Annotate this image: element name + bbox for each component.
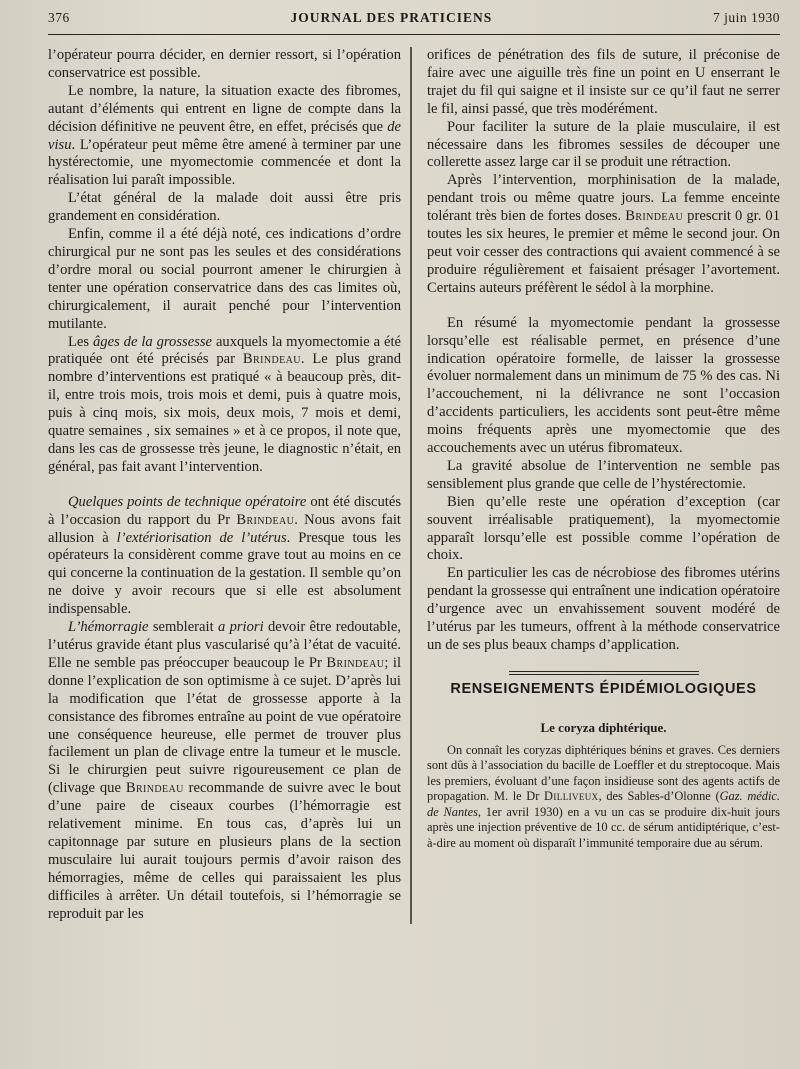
- paragraph: En résumé la myomectomie pendant la grossesse lorsqu’elle est réalisable permet, en présence d’une indication opératoire formelle, de laisser la grossesse évoluer normalement dans un minimum de 75 % des cas. Ni l’accouchement, ni la délivrance ne sont l’occasion d’accidents particuliers, les accidents sont peut-être même moins fréquents après une myomectomie que des accouchements avec un utérus fibromateux.: [427, 314, 780, 457]
- issue-date: 7 juin 1930: [712, 10, 780, 25]
- running-head: [48, 10, 780, 35]
- paragraph: L’hémorragie semblerait a priori devoir être redoutable, l’utérus gravide étant plus vascularisé qu’à l’état de vacuité. Elle ne semble pas préoccuper beaucoup le Pr Brindeau; il donne l’explication de son optimisme à ce sujet. D’après lui la modification que l’état de grossesse apporte à la consistance des fibromes entraîne au point de vue opératoire une conséquence heureuse, elle permet de trouver plus facilement un plan de clivage entre la tumeur et le muscle. Si le chirurgien peut suivre rigoureusement ce plan de (clivage que Brindeau recommande de suivre avec le bout d’une paire de ciseaux courbes (l’hémorragie est relativement minime. En tous cas, d’après lui un capitonnage par suture en plusieurs plans de la section musculaire lui aurait toujours permis d’avoir raison des hémorragies, même de celles qui paraissaient les plus difficiles à arrêter. Un détail toutefois, si l’hémorragie se reproduit par les: [48, 619, 402, 922]
- journal-title: JOURNAL DES PRATICIENS: [290, 10, 493, 25]
- section-rule: [509, 671, 699, 675]
- paragraph: Pour faciliter la suture de la plaie musculaire, il est nécessaire dans les fibromes sessiles de découper une collerette assez large car il se produit une rétraction.: [427, 118, 780, 171]
- paragraph: Bien qu’elle reste une opération d’exception (car souvent irréalisable pratiquement), la myomectomie apparaît lorsqu’elle est possible comme l’opération de choix.: [427, 493, 780, 564]
- paragraph: Les âges de la grossesse auxquels la myomectomie a été pratiquée ont été précisés par Brindeau. Le plus grand nombre d’interventions est pratiqué « à beaucoup près, dit-il, entre trois mois, trois mois et demi, puis à quatre mois, puis à cinq mois, six mois, deux mois, 7 mois et demi, quatre semaines , six semaines » et à ce propos, il note que, dans les cas de grossesse très jeune, le diagnostic n’était, en général, pas fait avant l’intervention.: [48, 333, 402, 475]
- section-title: RENSEIGNEMENTS ÉPIDÉMIOLOGIQUES: [450, 680, 757, 697]
- page-number: 376: [48, 10, 70, 25]
- paragraph: Le nombre, la nature, la situation exacte des fibromes, autant d’éléments qui entrent en ligne de compte dans la décision définitive ne peuvent être, en effet, précisés que de visu. L’opérateur peut même être amené à terminer par une hystérectomie, une myomectomie commencée et dont la réalisation lui paraît impossible.: [48, 82, 401, 189]
- text-columns: [48, 47, 780, 924]
- article-title: Le coryza diphtérique.: [540, 719, 667, 735]
- paragraph: Après l’intervention, morphinisation de la malade, pendant trois ou même quatre jours. La femme enceinte tolérant très bien de fortes doses. Brindeau prescrit 0 gr. 01 toutes les six heures, le premier et même le second jour. On peut voir cesser des contractions qui avaient commencé à se produire régulièrement et faisaient présager l’avortement. Certains auteurs préfèrent le sédol à la morphine.: [427, 172, 780, 296]
- column-divider: [410, 47, 412, 924]
- paragraph: Enfin, comme il a été déjà noté, ces indications d’ordre chirurgical pur ne sont pas les seules et des considérations d’ordre moral ou social pourront amener le chirurgien à tenter une opération conservatrice dans des cas limites où, chirurgicalement, il aurait penché pour l’intervention mutilante.: [48, 226, 401, 332]
- paragraph: La gravité absolue de l’intervention ne semble pas sensiblement plus grande que celle de l’hystérectomie.: [427, 457, 780, 492]
- paragraph: Quelques points de technique opératoire ont été discutés à l’occasion du rapport du Pr Brindeau. Nous avons fait allusion à l’extériorisation de l’utérus. Presque tous les opérateurs la considèrent comme grave tout au moins en ce qui concerne la continuation de la gestation. Il semble qu’on ne doive y avoir recours que si elle est absolument indispensable.: [48, 493, 401, 618]
- paragraph: orifices de pénétration des fils de suture, il préconise de faire avec une aiguille très fine un point en U enserrant le trajet du fil qui saigne et il insiste sur ce qu’il faut ne serrer le fil, ainsi passé, que très modérément.: [427, 47, 780, 117]
- right-column: [427, 47, 780, 924]
- paragraph: En particulier les cas de nécrobiose des fibromes utérins pendant la grossesse qui entraînent une indication opératoire d’urgence avec un envahissement souvent modéré de l’utérus par les tumeurs, offrent à la méthode conservatrice un de ses plus beaux champs d’application.: [427, 565, 780, 653]
- paragraph: On connaît les coryzas diphtériques bénins et graves. Ces derniers sont dûs à l’association du bacille de Loeffler et du streptocoque. Mais les premiers, évoluant d’une façon insidieuse sont des agents actifs de propagation. M. le Dr Dilliveux, des Sables-d’Olonne (Gaz. médic. de Nantes, 1er avril 1930) en a vu un cas se produire dix-huit jours après une injection préventive de 10 cc. de sérum antidiptérique, c’est-à-dire au moment où disparaît l’immunité temporaire due au sérum.: [427, 742, 780, 850]
- paragraph: L’état général de la malade doit aussi être pris grandement en considération.: [48, 190, 401, 225]
- left-column: [48, 47, 401, 924]
- paragraph: l’opérateur pourra décider, en dernier ressort, si l’opération conservatrice est possible.: [48, 47, 401, 81]
